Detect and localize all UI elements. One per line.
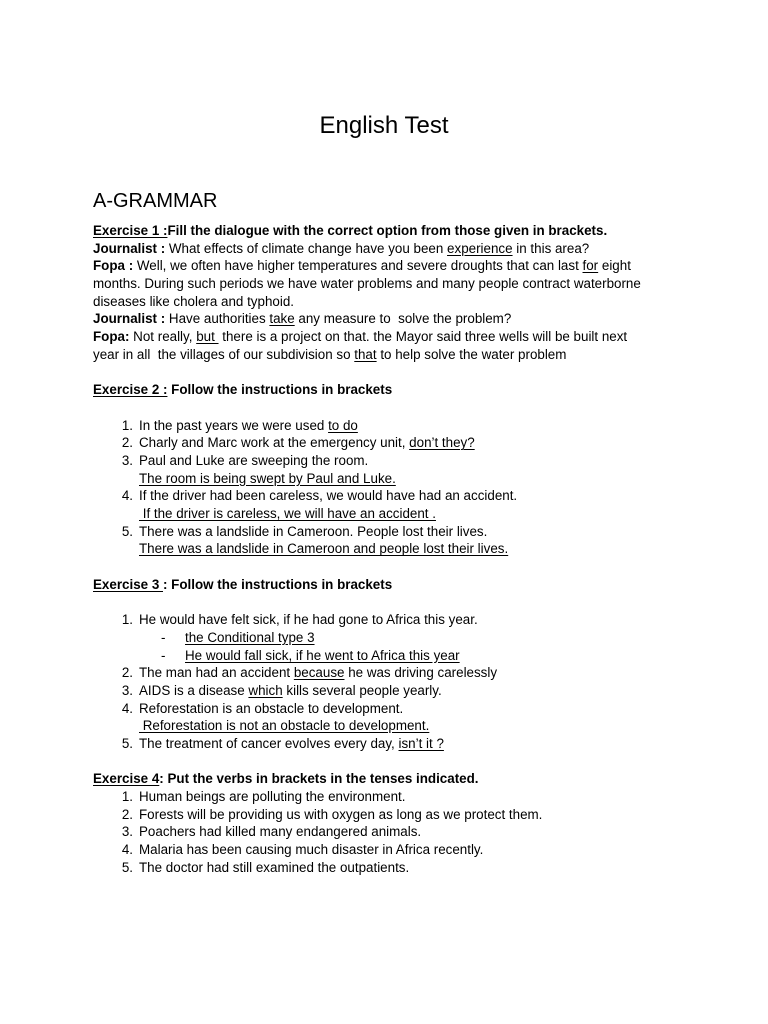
dialogue-text: year in all the villages of our subdivision so xyxy=(93,346,355,362)
answer: because xyxy=(293,665,345,681)
item-text: Forests will be providing us with oxygen as long as we protect them. xyxy=(139,806,543,822)
document-body xyxy=(93,222,683,876)
item-text: There was a landslide in Cameroon. People lost their lives. xyxy=(139,523,488,539)
dialogue-line xyxy=(93,240,683,258)
item-number: 2. xyxy=(121,435,133,451)
list-item xyxy=(93,859,683,877)
dialogue-line xyxy=(93,328,683,346)
list-item xyxy=(93,434,683,452)
dialogue-line: months. During such periods we have water problems and many people contract waterborne xyxy=(93,276,641,292)
answer: to do xyxy=(328,417,358,433)
ex3-label: Exercise 3 xyxy=(93,576,163,592)
item-number: 2. xyxy=(121,806,133,822)
sub-item xyxy=(93,647,683,665)
speaker: Fopa: xyxy=(93,329,130,345)
list-item-answer xyxy=(93,505,683,523)
item-number: 1. xyxy=(121,417,133,433)
item-text: The treatment of cancer evolves every day, isn’t it ? xyxy=(139,735,444,751)
dialogue-text: eight xyxy=(598,258,631,274)
dialogue-text: Have authorities xyxy=(165,311,270,327)
ex1-label: Exercise 1 : xyxy=(93,223,168,238)
list-item xyxy=(93,788,683,806)
item-number: 3. xyxy=(121,682,133,698)
dialogue-text: Well, we often have higher temperatures and severe droughts that can last xyxy=(133,258,583,274)
item-number: 4. xyxy=(121,488,133,504)
ex2-label: Exercise 2 : xyxy=(93,382,168,398)
speaker: Fopa : xyxy=(93,258,134,274)
answer: don’t they? xyxy=(409,435,475,451)
ex4-label: Exercise 4 xyxy=(93,771,160,787)
answer: which xyxy=(248,682,283,698)
item-number: 4. xyxy=(121,700,133,716)
dialogue-line xyxy=(93,310,683,328)
list-item xyxy=(93,841,683,859)
dialogue-text: to help solve the water problem xyxy=(376,346,567,362)
answer: but xyxy=(196,329,219,345)
dash-bullet: - xyxy=(161,629,166,645)
sub-item xyxy=(93,629,683,647)
ex1-instruction: Fill the dialogue with the correct option from those given in brackets. xyxy=(167,223,608,238)
section-heading: A-GRAMMAR xyxy=(93,190,218,212)
list-item xyxy=(93,806,683,824)
item-number: 3. xyxy=(121,824,133,840)
ex2-heading xyxy=(93,381,683,399)
answer: for xyxy=(582,258,599,274)
item-number: 5. xyxy=(121,859,133,875)
item-number: 1. xyxy=(121,789,133,804)
list-item xyxy=(93,664,683,682)
list-item xyxy=(93,700,683,718)
item-text: Human beings are polluting the environment. xyxy=(139,789,406,804)
dialogue-line: diseases like cholera and typhoid. xyxy=(93,293,294,309)
item-text: Reforestation is an obstacle to development. xyxy=(139,700,404,716)
item-text: In the past years we were used to do xyxy=(139,417,358,433)
ex3-instruction: : Follow the instructions in brackets xyxy=(163,576,393,592)
list-item xyxy=(93,487,683,505)
speaker: Journalist : xyxy=(93,240,166,256)
item-text: If the driver had been careless, we would have had an accident. xyxy=(139,488,518,504)
dialogue-text: in this area? xyxy=(512,240,590,256)
item-number: 5. xyxy=(121,735,133,751)
list-item xyxy=(93,682,683,700)
dialogue-text: there is a project on that. the Mayor said three wells will be built next xyxy=(218,329,628,345)
list-item xyxy=(93,417,683,435)
answer: take xyxy=(269,311,295,327)
item-text: The man had an accident because he was driving carelessly xyxy=(139,665,498,681)
item-text: Poachers had killed many endangered animals. xyxy=(139,824,422,840)
speaker: Journalist : xyxy=(93,311,166,327)
item-text: AIDS is a disease which kills several people yearly. xyxy=(139,682,442,698)
list-item xyxy=(93,823,683,841)
ex1-heading xyxy=(93,222,683,240)
answer: There was a landslide in Cameroon and people lost their lives. xyxy=(139,541,509,557)
answer: Reforestation is not an obstacle to development. xyxy=(139,718,430,734)
answer: If the driver is careless, we will have an accident . xyxy=(139,506,436,521)
item-number: 5. xyxy=(121,523,133,539)
list-item-answer xyxy=(93,470,683,488)
item-text: Paul and Luke are sweeping the room. xyxy=(139,452,369,468)
dash-bullet: - xyxy=(161,647,166,663)
item-number: 2. xyxy=(121,665,133,681)
answer: that xyxy=(354,346,377,362)
answer: The room is being swept by Paul and Luke. xyxy=(139,470,396,486)
list-item xyxy=(93,735,683,753)
ex4-heading xyxy=(93,770,683,788)
ex3-heading xyxy=(93,576,683,594)
answer: isn’t it ? xyxy=(398,735,444,751)
item-text: He would have felt sick, if he had gone to Africa this year. xyxy=(139,612,478,628)
dialogue-text: any measure to solve the problem? xyxy=(294,311,512,327)
ex4-instruction: : Put the verbs in brackets in the tenses indicated. xyxy=(159,771,479,787)
item-number: 3. xyxy=(121,452,133,468)
answer: the Conditional type 3 xyxy=(185,629,315,645)
list-item xyxy=(93,452,683,470)
dialogue-line xyxy=(93,257,683,275)
dialogue-text: What effects of climate change have you been xyxy=(165,240,448,256)
item-number: 4. xyxy=(121,842,133,858)
answer: experience xyxy=(447,240,513,256)
item-number: 1. xyxy=(121,612,133,628)
answer: He would fall sick, if he went to Africa this year xyxy=(185,647,460,663)
ex2-instruction: Follow the instructions in brackets xyxy=(167,382,393,398)
list-item-answer xyxy=(93,717,683,735)
item-text: Charly and Marc work at the emergency unit, don’t they? xyxy=(139,435,475,451)
list-item-answer xyxy=(93,540,683,558)
item-text: The doctor had still examined the outpatients. xyxy=(139,859,410,875)
list-item xyxy=(93,611,683,629)
dialogue-line xyxy=(93,346,683,364)
dialogue-text: Not really, xyxy=(129,329,197,345)
item-text: Malaria has been causing much disaster in Africa recently. xyxy=(139,842,484,858)
list-item xyxy=(93,523,683,541)
page-title: English Test xyxy=(319,112,449,139)
